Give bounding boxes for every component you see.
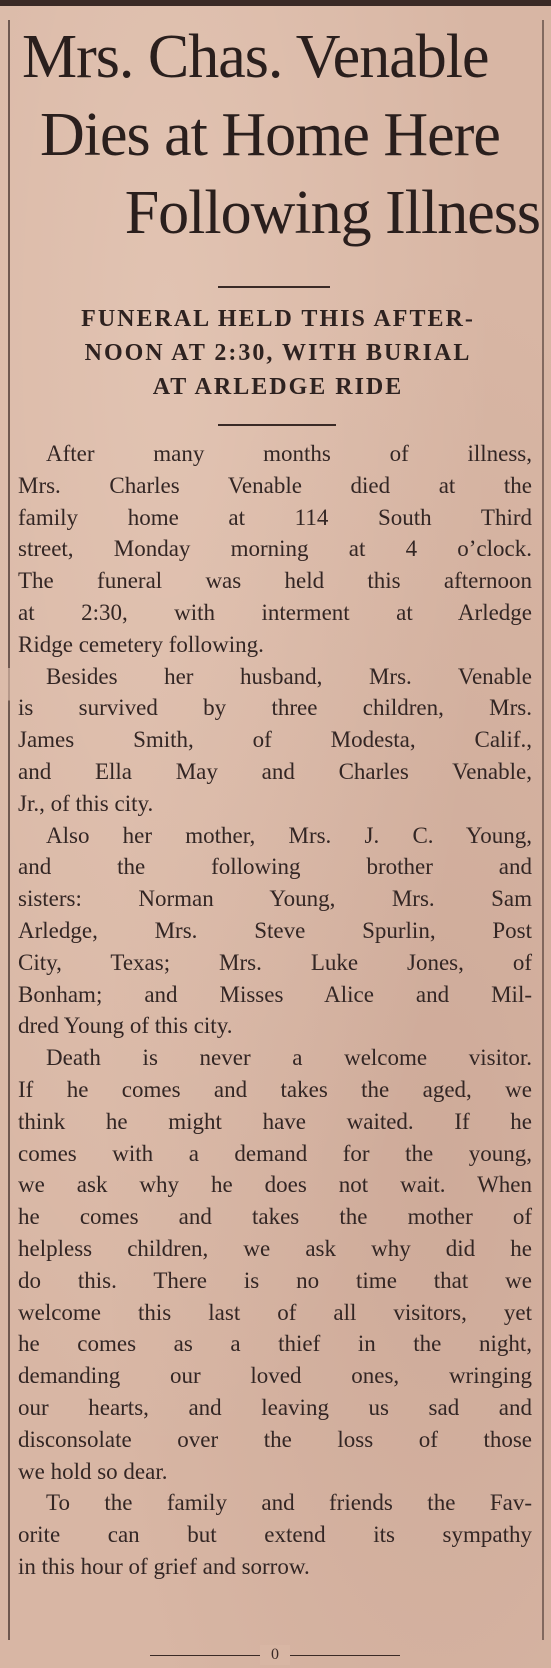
article-line: sisters: Norman Young, Mrs. Sam: [18, 886, 532, 912]
article-paragraph: [18, 1487, 532, 1582]
article-line: welcome this last of all visitors, yet: [18, 1299, 532, 1325]
headline-divider: [218, 286, 330, 288]
subheadline: [18, 302, 538, 404]
subhead-divider: [218, 424, 336, 426]
article-line: dred Young of this city.: [18, 1013, 233, 1039]
top-column-rule: [0, 0, 551, 6]
subhead-line-1: FUNERAL HELD THIS AFTER-: [81, 306, 475, 332]
article-line: street, Monday morning at 4 o’clock.: [18, 536, 532, 562]
article-line: To the family and friends the Fav-: [46, 1490, 532, 1516]
headline-line-2: Dies at Home Here: [40, 101, 500, 169]
article-line: disconsolate over the loss of those: [18, 1426, 532, 1452]
article-line: orite can but extend its sympathy: [18, 1522, 532, 1548]
article-line: Also her mother, Mrs. J. C. Young,: [46, 822, 532, 848]
article-line: is survived by three children, Mrs.: [18, 695, 532, 721]
article-line: comes with a demand for the young,: [18, 1140, 532, 1166]
article-line: Mrs. Charles Venable died at the: [18, 472, 532, 498]
article-line: he comes as a thief in the night,: [18, 1331, 532, 1357]
right-column-rule: [542, 20, 544, 1640]
article-line: Besides her husband, Mrs. Venable: [46, 663, 532, 689]
article-line: Jr., of this city.: [18, 790, 154, 816]
article-line: James Smith, of Modesta, Calif.,: [18, 727, 532, 753]
article-line: Arledge, Mrs. Steve Spurlin, Post: [18, 917, 532, 943]
article-line: we ask why he does not wait. When: [18, 1172, 532, 1198]
article-body: [18, 438, 532, 1583]
article-line: we hold so dear.: [18, 1458, 168, 1484]
article-line: do this. There is no time that we: [18, 1267, 532, 1293]
article-line: Death is never a welcome visitor.: [46, 1045, 532, 1071]
article-line: in this hour of grief and sorrow.: [18, 1553, 310, 1579]
headline: [22, 18, 542, 252]
article-line: and Ella May and Charles Venable,: [18, 758, 532, 784]
article-line: and the following brother and: [18, 854, 532, 880]
article-line: Ridge cemetery following.: [18, 631, 264, 657]
article-line: demanding our loved ones, wringing: [18, 1363, 532, 1389]
article-paragraph: [18, 438, 532, 661]
article-line: think he might have waited. If he: [18, 1108, 532, 1134]
article-line: helpless children, we ask why did he: [18, 1235, 532, 1261]
subhead-line-2: NOON AT 2:30, WITH BURIAL: [84, 340, 472, 366]
article-paragraph: [18, 661, 532, 820]
article-line: City, Texas; Mrs. Luke Jones, of: [18, 949, 532, 975]
headline-line-3: Following Illness: [124, 179, 540, 247]
end-mark: 0: [260, 1645, 290, 1665]
subhead-line-3: AT ARLEDGE RIDE: [152, 374, 404, 400]
article-line: family home at 114 South Third: [18, 504, 532, 530]
article-line: Bonham; and Misses Alice and Mil-: [18, 981, 532, 1007]
article-paragraph: [18, 1042, 532, 1487]
article-line: After many months of illness,: [46, 441, 532, 466]
article-line: The funeral was held this afternoon: [18, 568, 532, 594]
left-column-rule: [8, 20, 10, 1640]
article-line: If he comes and takes the aged, we: [18, 1076, 532, 1102]
headline-line-1: Mrs. Chas. Venable: [22, 23, 489, 91]
article-line: he comes and takes the mother of: [18, 1204, 532, 1230]
article-paragraph: [18, 820, 532, 1043]
article-line: at 2:30, with interment at Arledge: [18, 599, 532, 625]
article-line: our hearts, and leaving us sad and: [18, 1394, 532, 1420]
